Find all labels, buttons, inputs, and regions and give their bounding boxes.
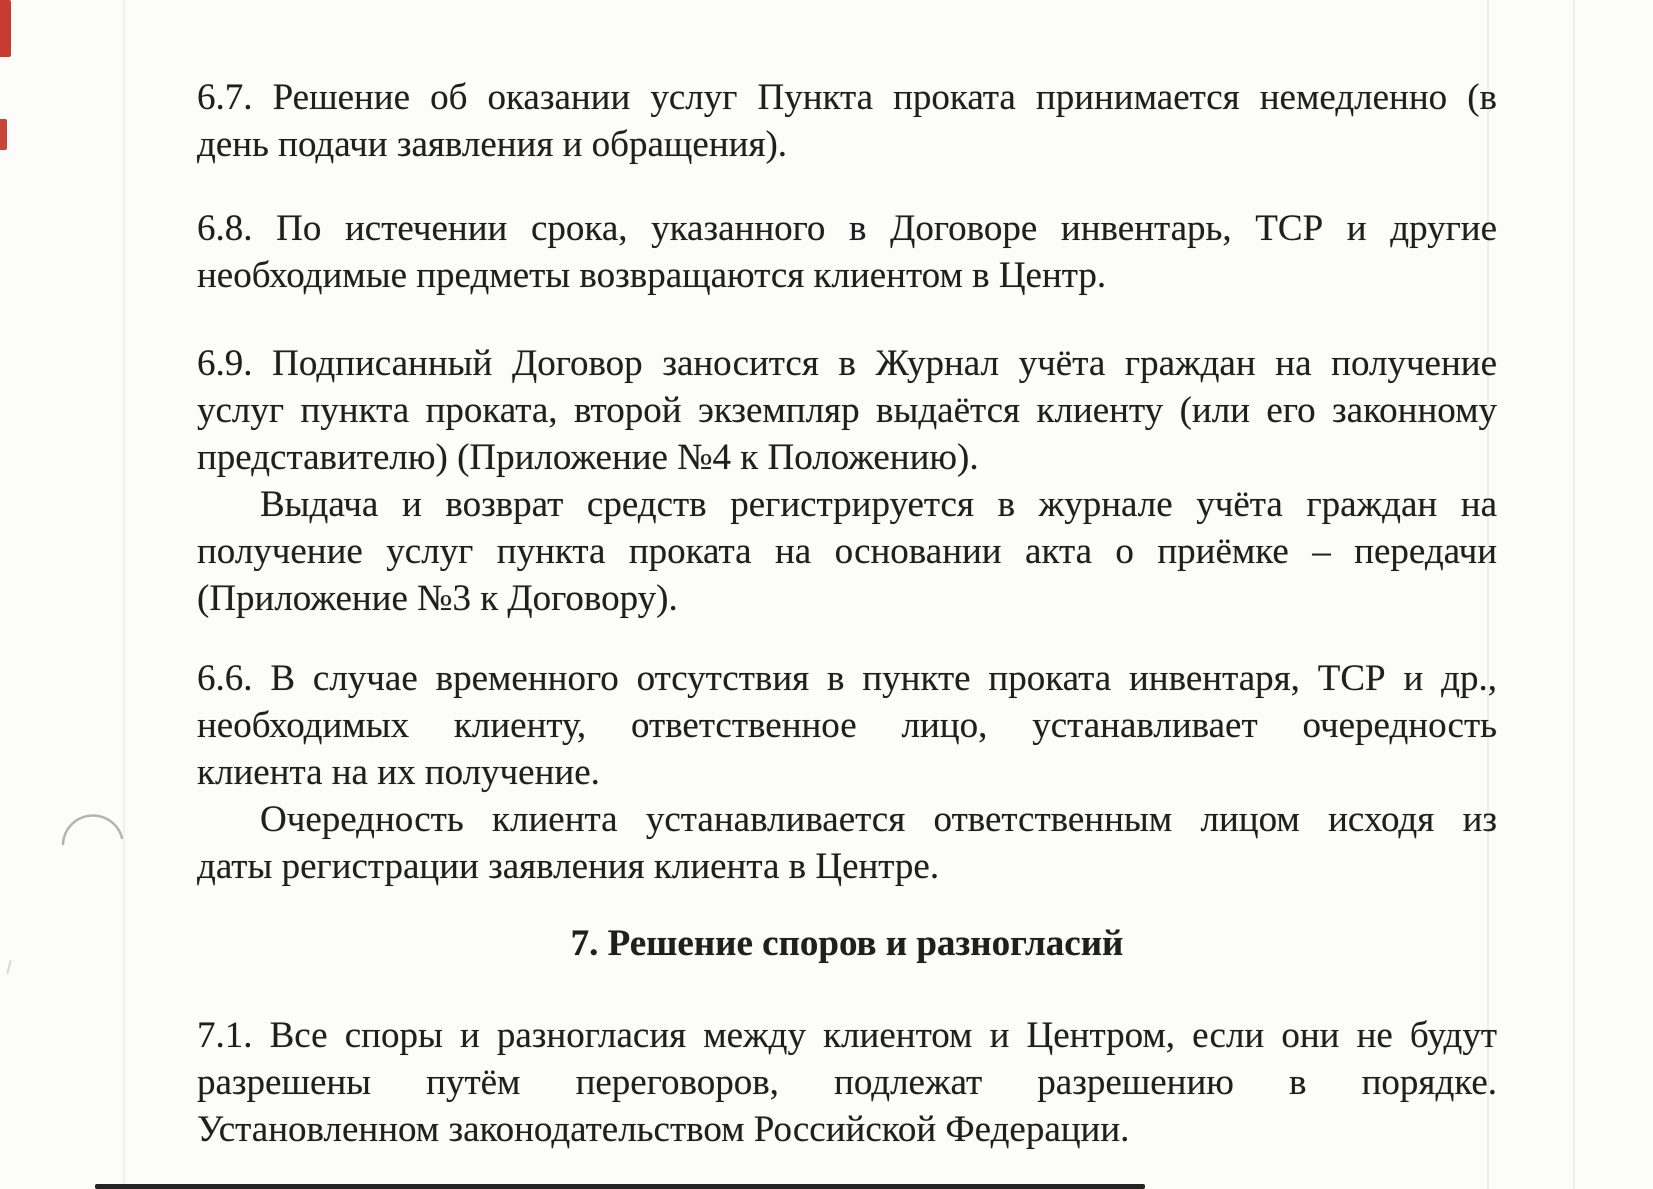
text-line: даты регистрации заявления клиента в Центре.	[197, 846, 940, 887]
para-6-6	[197, 655, 1497, 796]
text-line: услуг пункта проката, второй экземпляр выдаётся клиенту (или его законному	[197, 390, 1497, 431]
text-line: представителю) (Приложение №4 к Положению).	[197, 437, 979, 478]
text-line: 6.7. Решение об оказании услуг Пункта проката принимается немедленно (в	[197, 77, 1497, 118]
scan-bottom-edge-line	[95, 1184, 1145, 1189]
para-6-9	[197, 340, 1497, 481]
text-line: разрешены путём переговоров, подлежат разрешению в порядке.	[197, 1062, 1497, 1103]
text-line: получение услуг пункта проката на основании акта о приёмке – передачи	[197, 531, 1497, 572]
text-line: Установленном законодательством Российской Федерации.	[197, 1109, 1130, 1150]
text-line: необходимые предметы возвращаются клиентом в Центр.	[197, 255, 1107, 296]
text-line: клиента на их получение.	[197, 752, 600, 793]
red-scan-mark-top	[0, 0, 11, 57]
red-scan-mark-lower	[0, 119, 7, 150]
text-line: 6.6. В случае временного отсутствия в пункте проката инвентаря, ТСР и др.,	[197, 658, 1497, 699]
text-line: Очередность клиента устанавливается ответственным лицом исходя из	[260, 799, 1497, 840]
text-line: (Приложение №3 к Договору).	[197, 578, 678, 619]
text-line: 6.9. Подписанный Договор заносится в Журнал учёта граждан на получение	[197, 343, 1497, 384]
para-6-8	[197, 205, 1497, 299]
text-line: день подачи заявления и обращения).	[197, 124, 788, 165]
fold-line-left	[123, 0, 125, 1189]
text-line: 7.1. Все споры и разногласия между клиентом и Центром, если они не будут	[197, 1015, 1497, 1056]
fold-line-right-outer	[1573, 0, 1575, 1189]
section-7-heading: 7. Решение споров и разногласий	[570, 923, 1124, 964]
pencil-arc-mark	[60, 806, 126, 846]
text-line: 6.8. По истечении срока, указанного в Договоре инвентарь, ТСР и другие	[197, 208, 1497, 249]
para-7-1	[197, 1012, 1497, 1153]
pencil-tick-mark	[6, 960, 11, 974]
para-6-7	[197, 74, 1497, 168]
para-6-6-cont	[197, 796, 1497, 890]
para-6-9-cont	[197, 481, 1497, 622]
text-line: Выдача и возврат средств регистрируется в журнале учёта граждан на	[260, 484, 1497, 525]
document-text-block	[197, 0, 1497, 1153]
text-line: необходимых клиенту, ответственное лицо, устанавливает очередность	[197, 705, 1497, 746]
